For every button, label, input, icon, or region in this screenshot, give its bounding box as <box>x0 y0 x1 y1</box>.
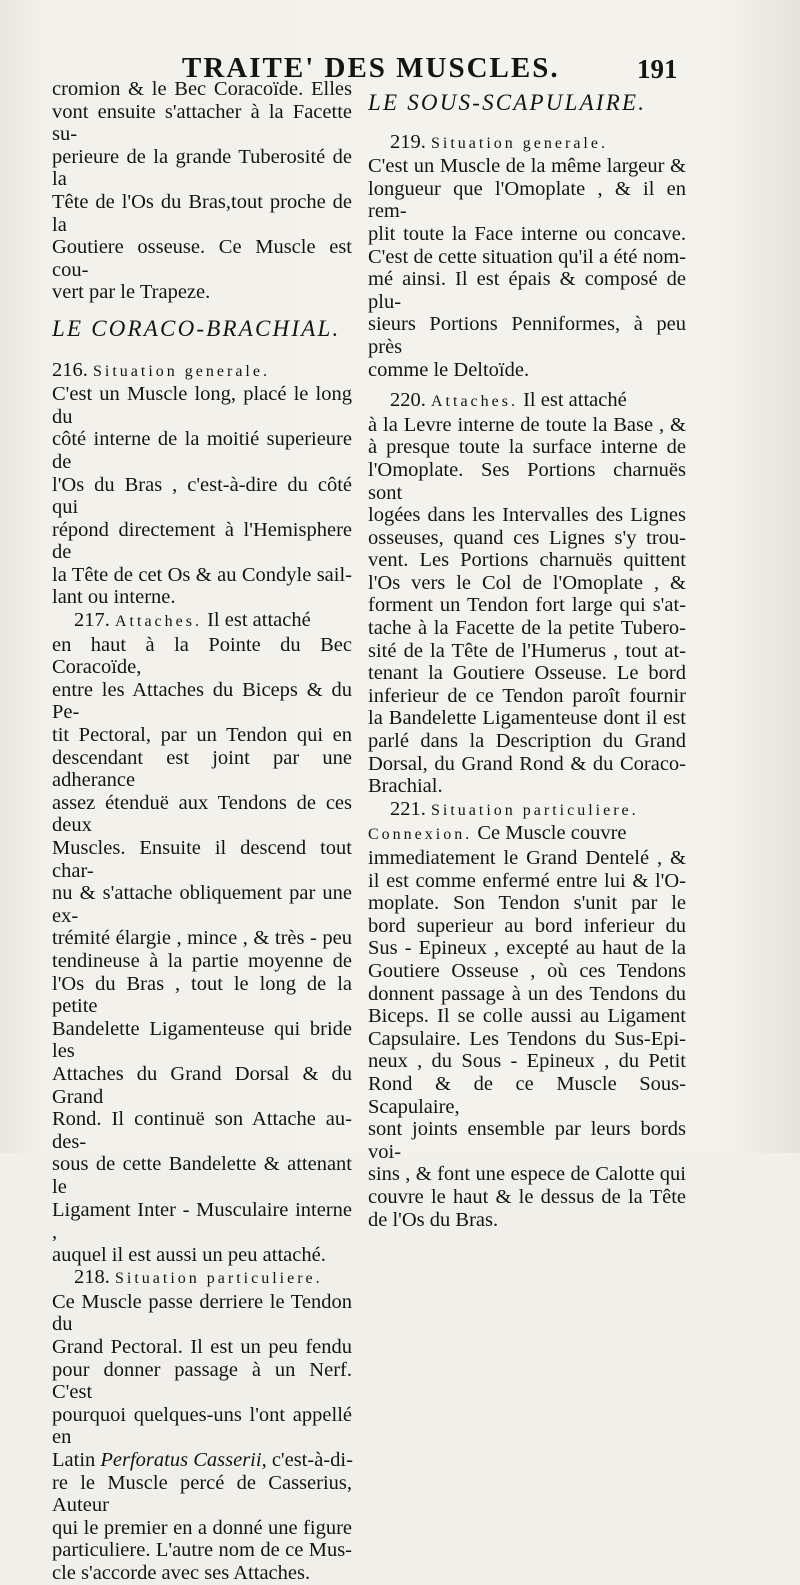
text-line: cromion & le Bec Coracoïde. Elles <box>52 78 352 100</box>
text-line: répond directement à l'Hemisphere de <box>52 518 352 564</box>
text-line: logées dans les Intervalles des Lignes <box>368 504 686 527</box>
text-fragment: , c'est-à-di- <box>261 1449 353 1472</box>
paragraph-number: 219. <box>390 130 426 153</box>
text-line: cle s'accorde avec ses Attaches. <box>52 1562 311 1584</box>
text-line: Rond & de ce Muscle Sous-Scapulaire, <box>368 1072 686 1118</box>
text-line: l'Omoplate. Ses Portions charnuës sont <box>368 458 686 504</box>
text-line: plit toute la Face interne ou concave. <box>368 222 686 245</box>
text-line: de l'Os du Bras. <box>368 1208 499 1231</box>
text-line: re le Muscle percé de Casserius, Auteur <box>52 1471 352 1517</box>
paragraph-label: Attaches. <box>431 393 518 411</box>
text-line: l'Os vers le Col de l'Omoplate , & <box>368 571 686 594</box>
text-line: bord superieur au bord inferieur du <box>368 914 686 937</box>
text-line: couvre le haut & le dessus de la Tête <box>368 1185 686 1208</box>
text-line: sieurs Portions Penniformes, à peu près <box>368 313 686 358</box>
text-line: tache à la Facette de la petite Tubero- <box>368 617 686 640</box>
text-line: vent. Les Portions charnuës quittent <box>368 549 686 572</box>
text-fragment: Il est attaché <box>523 389 627 412</box>
text-line: à presque toute la surface interne de <box>368 436 686 459</box>
text-fragment: Ce Muscle couvre <box>477 822 627 845</box>
text-line: en haut à la Pointe du Bec Coracoïde, <box>52 633 352 679</box>
text-line: Brachial. <box>368 775 443 798</box>
intro-paragraph <box>52 78 352 304</box>
text-line: il est comme enfermé entre lui & l'O- <box>368 869 686 892</box>
paragraph-number: 216. <box>52 358 88 381</box>
text-fragment: Latin <box>52 1449 96 1472</box>
text-line: inferieur de ce Tendon paroît fournir <box>368 684 686 707</box>
paragraph-218 <box>52 1266 352 1584</box>
paragraph-217 <box>52 609 352 1266</box>
text-line: la Tête de cet Os & au Condyle sail- <box>52 563 352 586</box>
paragraph-label: Situation generale. <box>93 362 270 380</box>
left-column <box>52 78 352 1585</box>
text-line: forment un Tendon fort large qui s'at- <box>368 594 686 617</box>
text-line: particuliere. L'autre nom de ce Mus- <box>52 1539 352 1562</box>
text-line: sins , & font une espece de Calotte qui <box>368 1163 686 1186</box>
text-line: longueur que l'Omoplate , & il en rem- <box>368 177 686 223</box>
text-line: Sus - Epineux , excepté au haut de la <box>368 937 686 960</box>
paragraph-220 <box>368 389 686 798</box>
paragraph-label: Attaches. <box>115 613 202 631</box>
paragraph-number: 221. <box>390 797 426 820</box>
text-line: perieure de la grande Tuberosité de la <box>52 145 352 191</box>
text-line: Capsulaire. Les Tendons du Sus-Epi- <box>368 1027 686 1050</box>
text-line: parlé dans la Description du Grand <box>368 730 686 753</box>
text-line: Goutiere osseuse. Ce Muscle est cou- <box>52 236 352 281</box>
paragraph-216 <box>52 359 352 610</box>
text-line: l'Os du Bras , c'est-à-dire du côté qui <box>52 473 352 519</box>
text-line: Rond. Il continuë son Attache au-des- <box>52 1108 352 1153</box>
text-line: la Bandelette Ligamenteuse dont il est <box>368 707 686 730</box>
paragraph-label: Situation generale. <box>431 134 608 152</box>
text-line: sité de la Tête de l'Humerus , tout at- <box>368 639 686 662</box>
paragraph-number: 217. <box>74 609 110 632</box>
text-line: à la Levre interne de toute la Base , & <box>368 413 686 436</box>
latin-name: Perforatus Casserii <box>100 1449 262 1472</box>
text-line: Ce Muscle passe derriere le Tendon du <box>52 1290 352 1336</box>
text-line: Grand Pectoral. Il est un peu fendu <box>52 1336 352 1359</box>
text-line: tendineuse à la partie moyenne de <box>52 949 352 972</box>
text-line: entre les Attaches du Biceps & du Pe- <box>52 678 352 724</box>
text-line: vont ensuite s'attacher à la Facette su- <box>52 100 352 146</box>
text-line: C'est un Muscle de la même largeur & <box>368 155 686 178</box>
text-line: Attaches du Grand Dorsal & du Grand <box>52 1062 352 1108</box>
text-line: Dorsal, du Grand Rond & du Coraco- <box>368 752 686 775</box>
right-column <box>368 78 686 1231</box>
text-line: pour donner passage à un Nerf. C'est <box>52 1358 352 1404</box>
text-line: pourquoi quelques-uns l'ont appellé en <box>52 1403 352 1449</box>
section-heading-sous-scapulaire: LE SOUS-SCAPULAIRE. <box>368 90 647 115</box>
text-line: nu & s'attache obliquement par une ex- <box>52 882 352 927</box>
paragraph-number: 218. <box>74 1266 110 1289</box>
text-line: osseuses, quand ces Lignes s'y trou- <box>368 526 686 549</box>
text-line: Bandelette Ligamenteuse qui bride les <box>52 1017 352 1063</box>
text-line: trémité élargie , mince , & très - peu <box>52 927 352 950</box>
paragraph-number: 220. <box>390 389 426 412</box>
text-line: mé ainsi. Il est épais & composé de plu- <box>368 268 686 313</box>
text-line: sont joints ensemble par leurs bords voi- <box>368 1118 686 1163</box>
text-line: vert par le Trapeze. <box>52 281 211 304</box>
text-line: côté interne de la moitié superieure de <box>52 428 352 473</box>
text-line: immediatement le Grand Dentelé , & <box>368 847 686 869</box>
text-line: qui le premier en a donné une figure <box>52 1516 352 1539</box>
paragraph-221 <box>368 798 686 1231</box>
text-line: C'est de cette situation qu'il a été nom- <box>368 245 686 268</box>
section-heading-coraco-brachial: LE CORACO-BRACHIAL. <box>52 315 341 341</box>
text-line: Goutiere Osseuse , où ces Tendons <box>368 959 686 982</box>
text-line: C'est un Muscle long, placé le long du <box>52 383 352 428</box>
text-line: auquel il est aussi un peu attaché. <box>52 1243 326 1266</box>
text-line: l'Os du Bras , tout le long de la petite <box>52 972 352 1018</box>
text-line: descendant est joint par une adherance <box>52 746 352 792</box>
text-line: Muscles. Ensuite il descend tout char- <box>52 837 352 882</box>
text-line: donnent passage à un des Tendons du <box>368 982 686 1005</box>
text-line: tit Pectoral, par un Tendon qui en <box>52 724 352 747</box>
text-line: tenant la Goutiere Osseuse. Le bord <box>368 662 686 685</box>
paragraph-219 <box>368 131 686 382</box>
paragraph-label: Connexion. <box>368 826 473 844</box>
running-title: TRAITE' DES MUSCLES. <box>182 52 560 84</box>
text-line: neux , du Sous - Epineux , du Petit <box>368 1050 686 1073</box>
paragraph-label: Situation particuliere. <box>431 801 639 819</box>
text-line: Biceps. Il se colle aussi au Ligament <box>368 1005 686 1028</box>
text-line: Ligament Inter - Musculaire interne , <box>52 1198 352 1244</box>
paragraph-label: Situation particuliere. <box>115 1270 323 1288</box>
text-line: sous de cette Bandelette & attenant le <box>52 1153 352 1198</box>
text-line: assez étenduë aux Tendons de ces deux <box>52 791 352 837</box>
text-line: Tête de l'Os du Bras,tout proche de la <box>52 190 352 236</box>
text-line: comme le Deltoïde. <box>368 358 530 381</box>
text-line: moplate. Son Tendon s'unit par le <box>368 892 686 915</box>
text-fragment: Il est attaché <box>207 609 311 632</box>
text-line: lant ou interne. <box>52 586 176 609</box>
page-number: 191 <box>637 54 678 84</box>
